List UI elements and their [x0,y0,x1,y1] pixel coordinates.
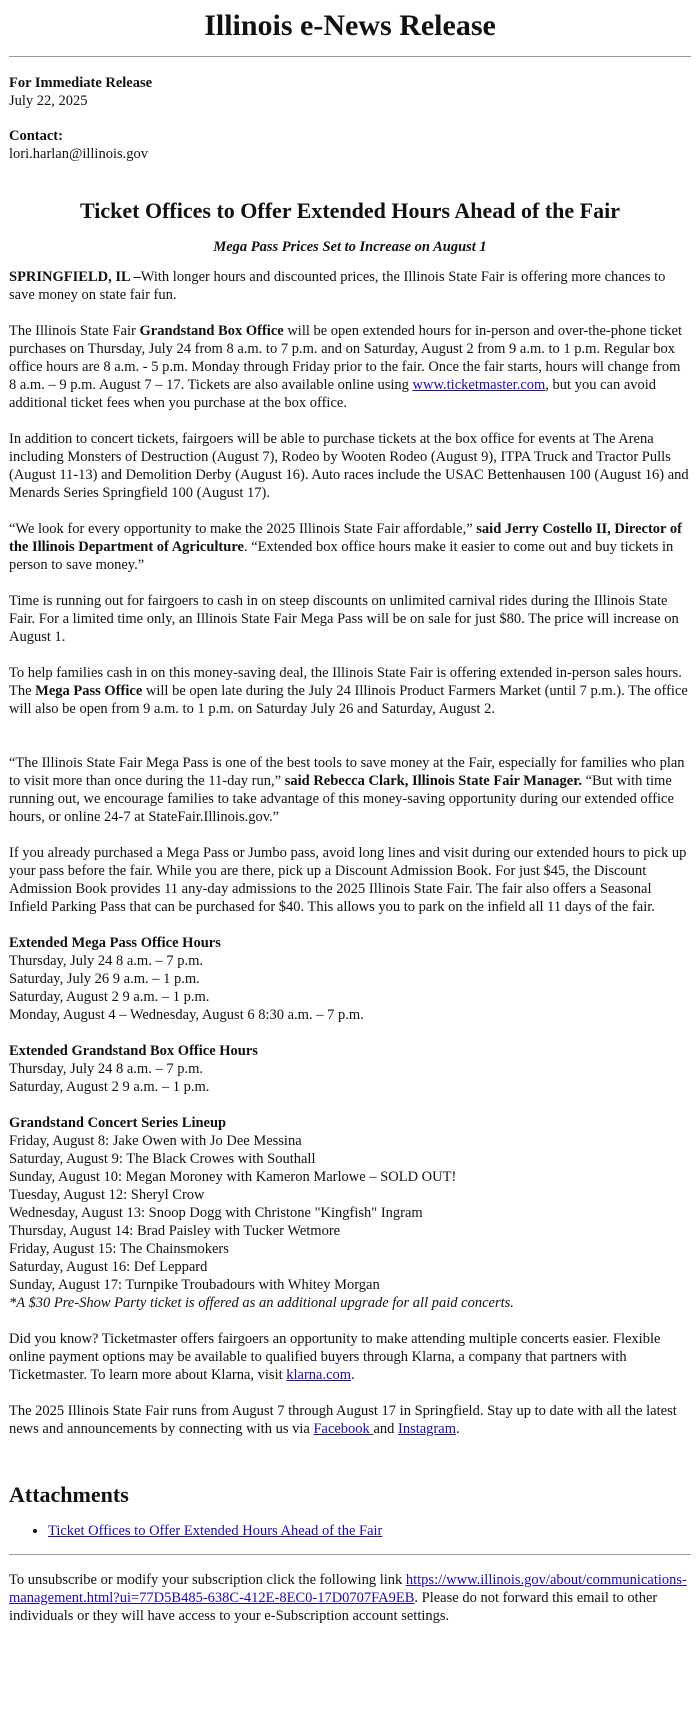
facebook-link[interactable]: Facebook [313,1421,374,1437]
article-subhead: Mega Pass Prices Set to Increase on August 1 [213,239,487,255]
article-headline: Ticket Offices to Offer Extended Hours Ahead of the Fair [80,198,620,223]
paragraph-box-office: The Illinois State Fair Grandstand Box Office will be open extended hours for in-person and over-the-phone ticket purchases on Thursday, July 24 from 8 a.m. to 7 p.m. and on Saturday, August 2 from 9 a.m. to 1 p.m. Regular box office hours are 8 a.m. - 5 p.m. Monday through Friday prior to the fair. Once the fair starts, hours will change from 8 a.m. – 9 p.m. August 7 – 17. Tickets are also available online using www.ticketmaster.com, but you can avoid additional ticket fees when you purchase at the box office. [9,323,683,411]
dateline: SPRINGFIELD, IL – [9,269,141,285]
hours-line: Thursday, July 24 8 a.m. – 7 p.m. [9,1061,203,1077]
paragraph-klarna: Did you know? Ticketmaster offers fairgoers an opportunity to make attending multiple concerts easier. Flexible online payment options may be available to qualified buyers through Klarna, a company that partners with Ticketmaster. To learn more about Klarna, visit klarna.com. [9,1331,661,1383]
attachment-link[interactable]: Ticket Offices to Offer Extended Hours Ahead of the Fair [48,1523,383,1539]
concert-line: Sunday, August 10: Megan Moroney with Kameron Marlowe – SOLD OUT! [9,1169,457,1185]
unsubscribe-text: To unsubscribe or modify your subscription click the following link https://www.illinois.gov/about/communications-management.html?ui=77D5B485-638C-412E-8EC0-17D0707FA9EB. Please do not forward this email to other individuals or they will have access to your e-Subscription account settings. [9,1572,687,1624]
contact-email: lori.harlan@illinois.gov [9,146,149,162]
email-body [0,9,700,1625]
paragraph-arena-events: In addition to concert tickets, fairgoers will be able to purchase tickets at the box office for events at The Arena including Monsters of Destruction (August 7), Rodeo by Wooten Rodeo (August 9), ITPA Truck and Tractor Pulls (August 11-13) and Demolition Derby (August 16). Auto races include the USAC Bettenhausen 100 (August 16) and Menards Series Springfield 100 (August 17). [9,431,689,501]
hours-line: Thursday, July 24 8 a.m. – 7 p.m. [9,953,203,969]
page-title: Illinois e-News Release [204,9,496,42]
attachments-heading: Attachments [9,1482,129,1507]
contact-info [9,127,691,163]
paragraph-mega-pass-office: To help families cash in on this money-saving deal, the Illinois State Fair is offering extended in-person sales hours. The Mega Pass Office will be open late during the July 24 Illinois Product Farmers Market (until 7 p.m.). The office will also be open from 9 a.m. to 1 p.m. on Saturday July 26 and Saturday, August 2. [9,665,688,717]
concert-lineup [9,1114,691,1312]
paragraph-intro: SPRINGFIELD, IL –With longer hours and discounted prices, the Illinois State Fair is offering more chances to save money on state fair fun. [9,269,666,303]
pre-show-party-note: *A $30 Pre-Show Party ticket is offered as an additional upgrade for all paid concerts. [9,1295,514,1311]
hours-line: Saturday, August 2 9 a.m. – 1 p.m. [9,1079,210,1095]
grandstand-hours-title: Extended Grandstand Box Office Hours [9,1043,258,1059]
hours-line: Saturday, July 26 9 a.m. – 1 p.m. [9,971,200,987]
paragraph-costello-quote: “We look for every opportunity to make the 2025 Illinois State Fair affordable,” said Jerry Costello II, Director of the Illinois Department of Agriculture. “Extended box office hours make it easier to come out and buy tickets in person to save money.” [9,521,682,573]
paragraph-social: The 2025 Illinois State Fair runs from August 7 through August 17 in Springfield. Stay up to date with all the latest news and announcements by connecting with us via Facebook and Instagram. [9,1403,677,1437]
concert-line: Wednesday, August 13: Snoop Dogg with Christone "Kingfish" Ingram [9,1205,423,1221]
concert-line: Friday, August 8: Jake Owen with Jo Dee Messina [9,1133,302,1149]
paragraph-mega-pass: Time is running out for fairgoers to cash in on steep discounts on unlimited carnival rides during the Illinois State Fair. For a limited time only, an Illinois State Fair Mega Pass will be on sale for just $80. The price will increase on August 1. [9,593,679,645]
concert-line: Thursday, August 14: Brad Paisley with Tucker Wetmore [9,1223,341,1239]
mega-pass-hours-title: Extended Mega Pass Office Hours [9,935,221,951]
hours-line: Monday, August 4 – Wednesday, August 6 8:30 a.m. – 7 p.m. [9,1007,364,1023]
ticketmaster-link[interactable]: www.ticketmaster.com [412,377,546,393]
concert-line: Friday, August 15: The Chainsmokers [9,1241,229,1257]
release-date: July 22, 2025 [9,93,88,109]
instagram-link[interactable]: Instagram [398,1421,456,1437]
release-label: For Immediate Release [9,75,153,91]
attachment-item [48,1522,691,1540]
mega-pass-hours [9,934,691,1024]
release-meta [9,74,691,110]
hours-line: Saturday, August 2 9 a.m. – 1 p.m. [9,989,210,1005]
footer [9,1555,691,1625]
grandstand-hours [9,1042,691,1096]
header-divider [9,56,691,57]
klarna-link[interactable]: klarna.com [286,1367,352,1383]
concert-line: Saturday, August 16: Def Leppard [9,1259,208,1275]
concert-lineup-title: Grandstand Concert Series Lineup [9,1115,227,1131]
paragraph-clark-quote: “The Illinois State Fair Mega Pass is one of the best tools to save money at the Fair, especially for families who plan to visit more than once during the 11-day run,” said Rebecca Clark, Illinois State Fair Manager. “But with time running out, we encourage families to take advantage of this money-saving opportunity during our extended office hours, or online 24-7 at StateFair.Illinois.gov.” [9,755,685,825]
concert-line: Sunday, August 17: Turnpike Troubadours with Whitey Morgan [9,1277,380,1293]
concert-line: Tuesday, August 12: Sheryl Crow [9,1187,205,1203]
contact-label: Contact: [9,128,63,144]
blank-line [9,736,691,754]
unsubscribe-link[interactable]: https://www.illinois.gov/about/communications-management.html?ui=77D5B485-638C-412E-8EC0-17D0707FA9EB [9,1572,687,1606]
concert-line: Saturday, August 9: The Black Crowes with Southall [9,1151,316,1167]
paragraph-discount-book: If you already purchased a Mega Pass or Jumbo pass, avoid long lines and visit during our extended hours to pick up your pass before the fair. While you are there, pick up a Discount Admission Book. For just $45, the Discount Admission Book provides 11 any-day admissions to the 2025 Illinois State Fair. The fair also offers a Seasonal Infield Parking Pass that can be purchased for $40. This allows you to park on the infield all 11 days of the fair. [9,845,687,915]
attachments-list [9,1522,691,1540]
